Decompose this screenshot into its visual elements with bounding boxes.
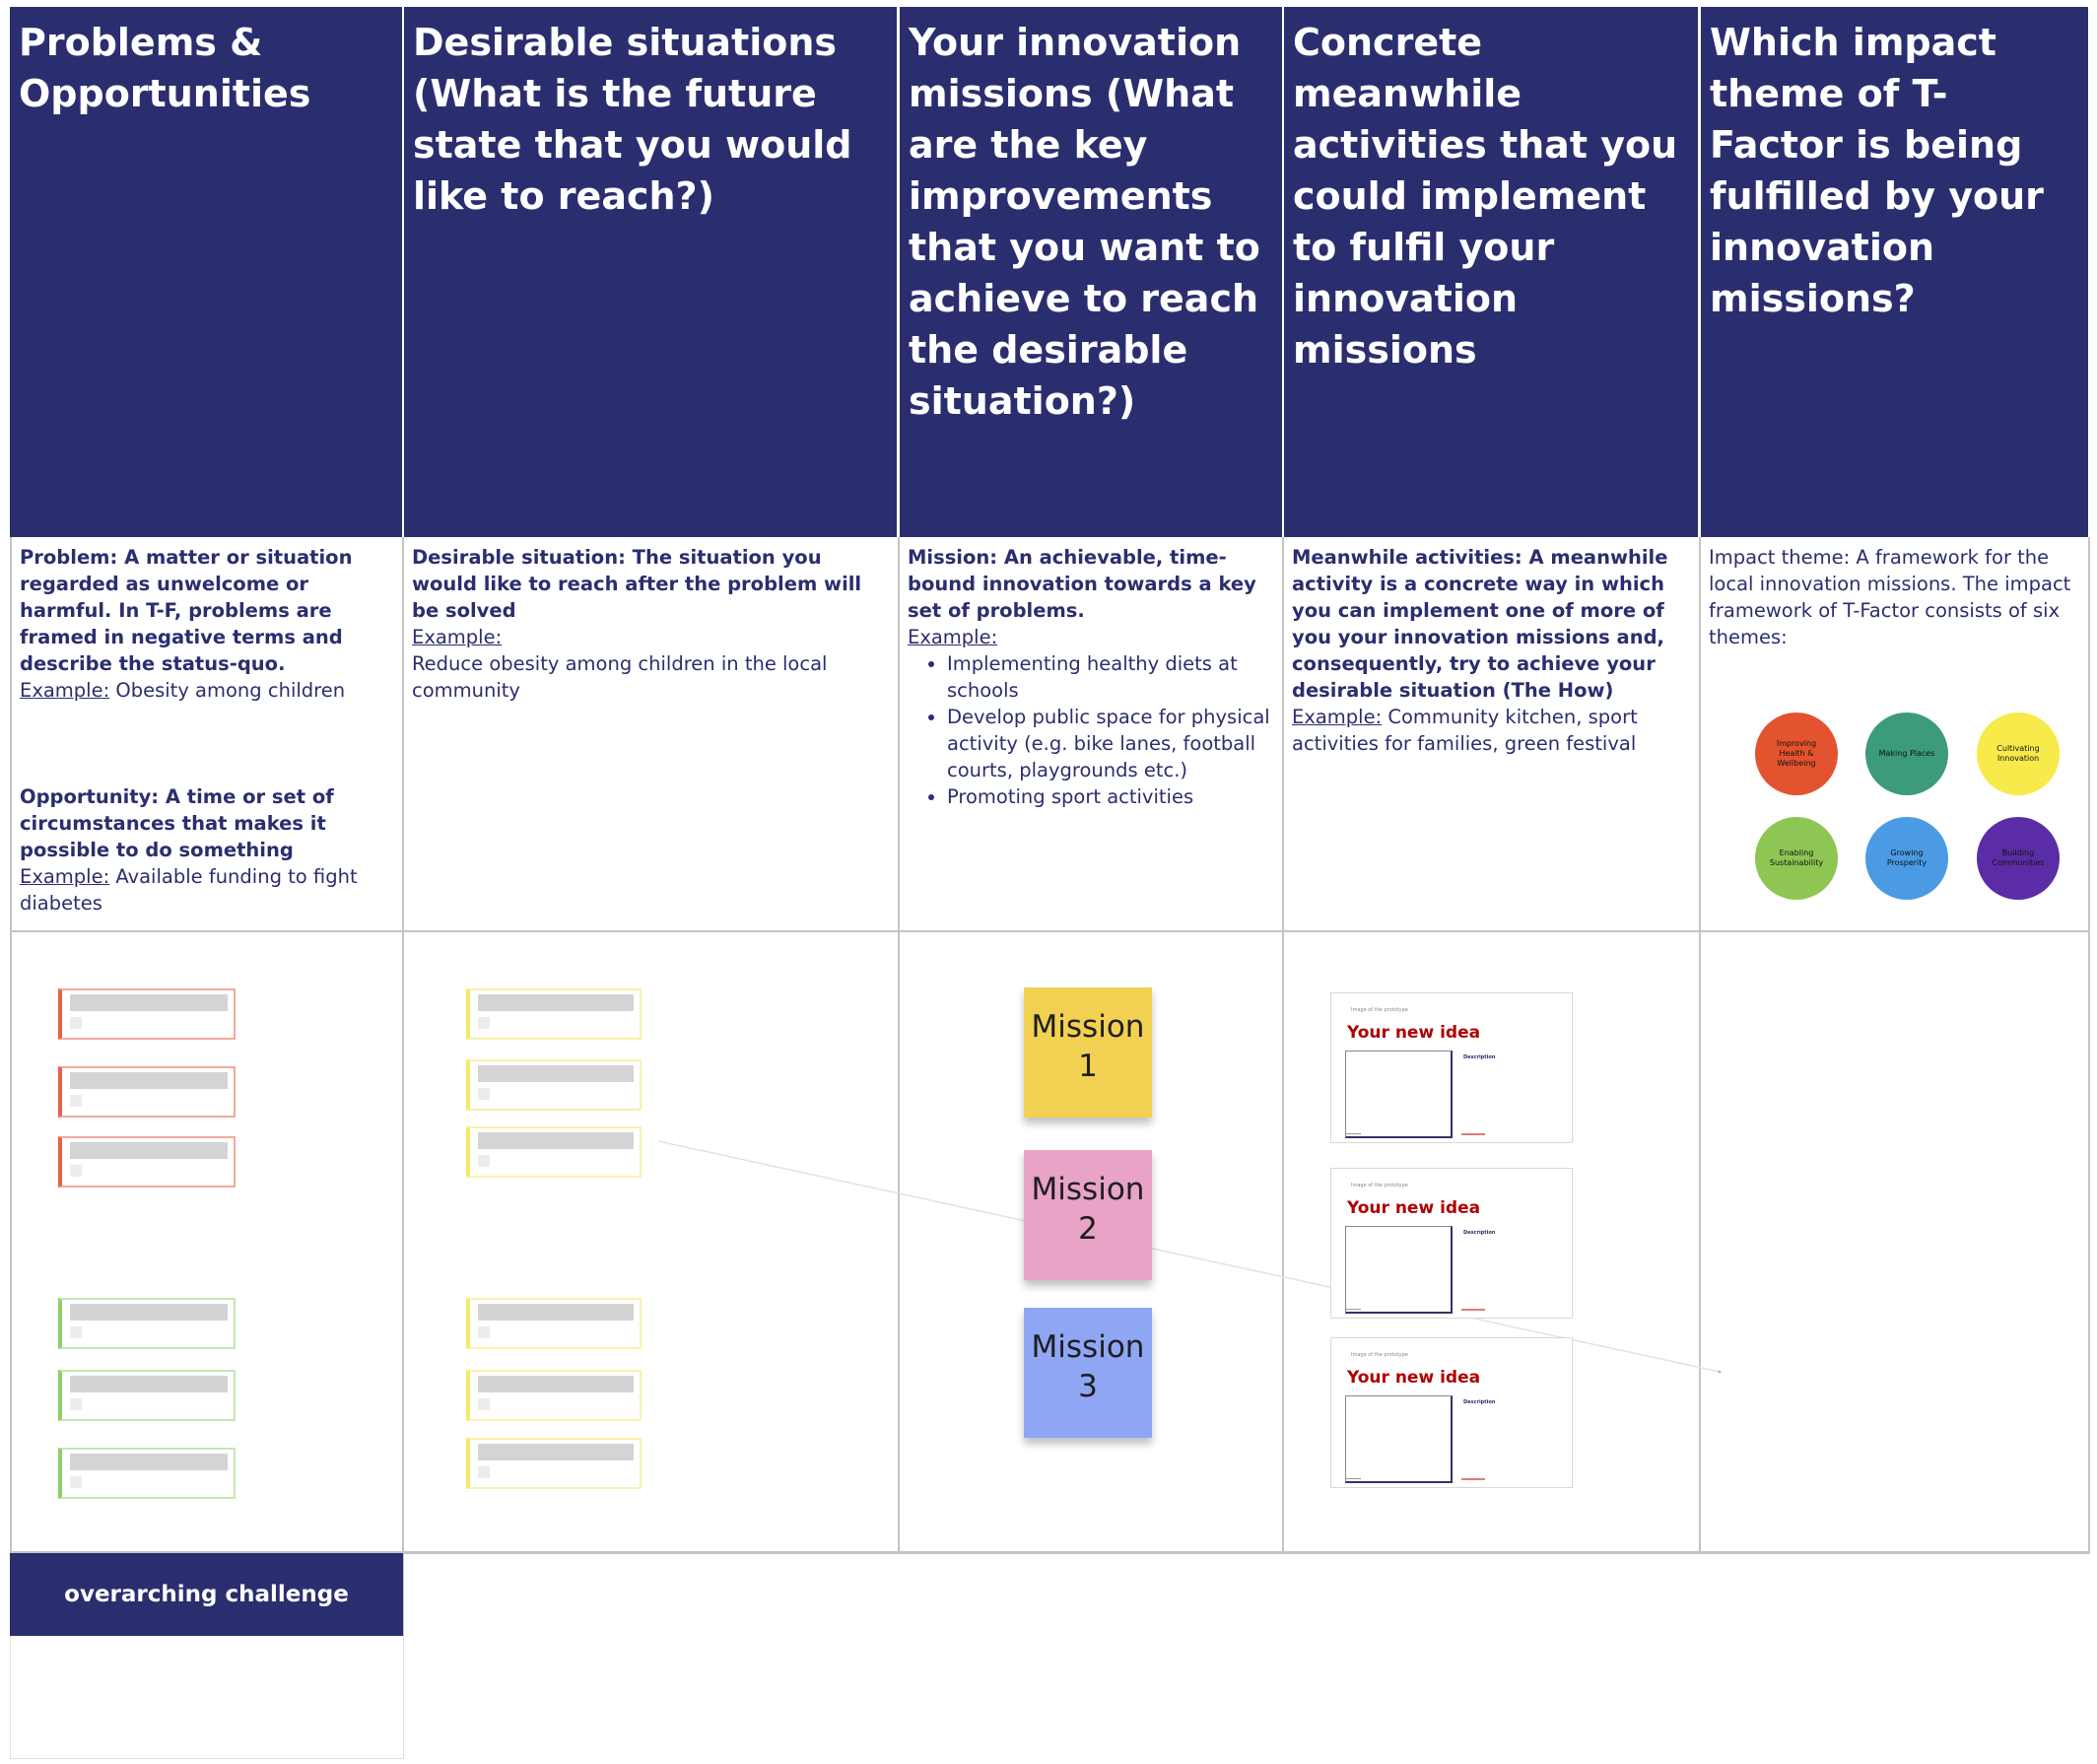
idea-card-3[interactable] xyxy=(1330,1337,1573,1488)
idea-card-2[interactable] xyxy=(1330,1168,1573,1319)
idea-footer-line xyxy=(1345,1478,1361,1479)
meanwhile-definition: Meanwhile activities: A meanwhile activity is a concrete way in which you can implement one of more of you your innovation missions and, consequently, try to achieve your desirable situation (The How) xyxy=(1292,546,1668,702)
idea-footer-mark xyxy=(1461,1133,1485,1135)
idea-footer-line xyxy=(1345,1309,1361,1310)
idea-description-label: Description xyxy=(1463,1054,1496,1060)
idea-description-label: Description xyxy=(1463,1230,1496,1236)
header-desirable-text: Desirable situations (What is the future state that you would like to reach?) xyxy=(413,21,852,218)
header-impact-text: Which impact theme of T-Factor is being fulfilled by your innovation missions? xyxy=(1710,21,2044,320)
overarching-challenge-box[interactable] xyxy=(10,1636,404,1759)
example-label: Example: xyxy=(412,626,503,648)
mission-label: Mission 3 xyxy=(1031,1329,1145,1404)
idea-title: Your new idea xyxy=(1347,1198,1481,1218)
example-label: Example: xyxy=(1292,706,1383,728)
theme-label: Improving Health & Wellbeing xyxy=(1776,739,1817,768)
mission-example-item: • Develop public space for physical activity (e.g. bike lanes, football courts, playgrounds etc.) xyxy=(947,704,1273,783)
problem-definition: Problem: A matter or situation regarded as unwelcome or harmful. In T-F, problems are framed in negative terms and describe the status-quo. xyxy=(20,546,353,675)
idea-title: Your new idea xyxy=(1347,1368,1481,1388)
theme-label: Enabling Sustainability xyxy=(1769,848,1824,867)
opportunity-definition: Opportunity: A time or set of circumstances that makes it possible to do something xyxy=(20,785,334,861)
meanwhile-example: Community kitchen, sport activities for families, green festival xyxy=(1292,706,1638,755)
opportunity-example: Available funding to fight diabetes xyxy=(20,865,358,915)
idea-title: Your new idea xyxy=(1347,1023,1481,1043)
idea-description-label: Description xyxy=(1463,1399,1496,1405)
mission-2-sticky[interactable] xyxy=(1024,1150,1152,1280)
mission-example-item: • Promoting sport activities xyxy=(947,783,1273,810)
idea-image-frame xyxy=(1345,1395,1453,1483)
mission-definition: Mission: An achievable, time-bound innovation towards a key set of problems. xyxy=(908,546,1256,622)
mission-3-sticky[interactable] xyxy=(1024,1308,1152,1438)
theme-label: Growing Prosperity xyxy=(1886,848,1928,867)
idea-image-frame xyxy=(1345,1051,1453,1138)
overarching-challenge-label: overarching challenge xyxy=(64,1582,349,1607)
idea-image-frame xyxy=(1345,1226,1453,1314)
header-problems-text: Problems & Opportunities xyxy=(19,21,311,115)
idea-image-label: Image of the prototype xyxy=(1351,1183,1408,1188)
header-missions-text: Your innovation missions (What are the key improvements that you want to achieve to reach the desirable situation?) xyxy=(909,21,1260,423)
idea-footer-mark xyxy=(1461,1478,1485,1480)
idea-image-label: Image of the prototype xyxy=(1351,1352,1408,1358)
desirable-example: Reduce obesity among children in the local community xyxy=(412,652,828,702)
theme-label: Making Places xyxy=(1878,749,1935,758)
example-label: Example: xyxy=(20,865,110,888)
example-label: Example: xyxy=(20,679,110,702)
idea-image-label: Image of the prototype xyxy=(1351,1007,1408,1013)
theme-label: Cultivating Innovation xyxy=(1996,744,2040,763)
mission-label: Mission 1 xyxy=(1031,1009,1145,1084)
overarching-challenge-header xyxy=(10,1553,403,1636)
header-meanwhile-text: Concrete meanwhile activities that you could implement to fulfil your innovation missions xyxy=(1293,21,1678,372)
idea-card-1[interactable] xyxy=(1330,992,1573,1143)
impact-definition: Impact theme: A framework for the local innovation missions. The impact framework of T-Factor consists of six themes: xyxy=(1709,546,2071,648)
problem-example: Obesity among children xyxy=(115,679,346,702)
mission-label: Mission 2 xyxy=(1031,1172,1145,1247)
mission-example-item: • Implementing healthy diets at schools xyxy=(947,650,1273,704)
desirable-definition: Desirable situation: The situation you would like to reach after the problem will be solved xyxy=(412,546,862,622)
theme-label: Building Communities xyxy=(1992,848,2045,867)
idea-footer-line xyxy=(1345,1133,1361,1134)
idea-footer-mark xyxy=(1461,1309,1485,1311)
example-label: Example: xyxy=(908,626,998,648)
mission-1-sticky[interactable] xyxy=(1024,987,1152,1118)
